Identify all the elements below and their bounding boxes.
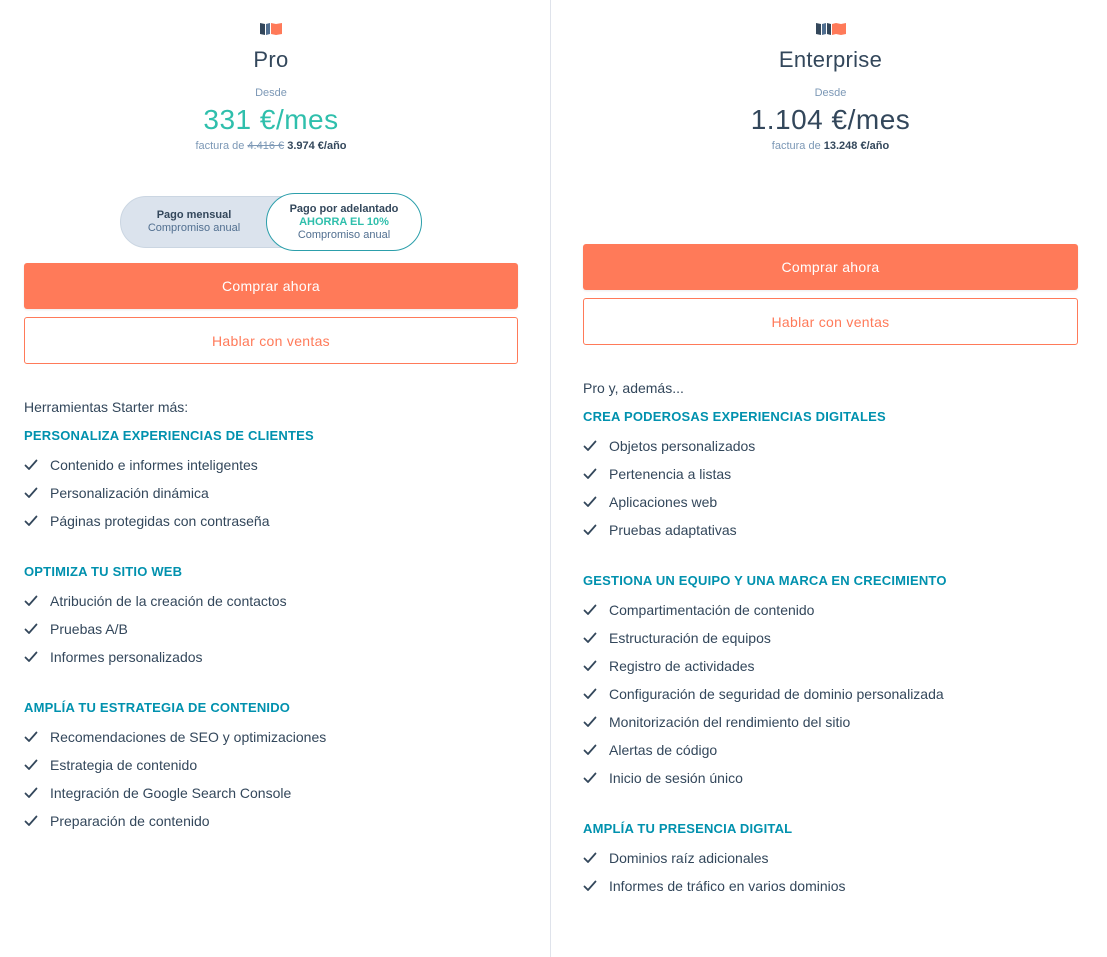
check-icon [24,814,38,828]
feature-section [24,699,518,835]
feature-section [24,563,518,671]
feature-item [24,507,518,535]
features-intro: Herramientas Starter más: [24,399,189,415]
feature-list [24,451,518,535]
feature-section [583,408,1078,544]
feature-item [24,479,518,507]
billing-new-price: 3.974 €/año [287,140,347,152]
billing-info [583,138,1078,154]
feature-item [24,587,518,615]
check-icon [24,622,38,636]
from-label: Desde [814,87,847,99]
feature-item [24,807,518,835]
plan-actions [583,244,1078,345]
monthly-title: Pago mensual [156,209,232,221]
feature-item [583,596,1078,624]
feature-section-title: CREA PODEROSAS EXPERIENCIAS DIGITALES [583,409,886,424]
plan-price: 1.104 €/mes [750,104,911,135]
check-icon [583,631,597,645]
feature-section [24,427,518,535]
check-icon [583,659,597,673]
check-icon [583,439,597,453]
feature-list [583,596,1078,792]
monthly-subtitle: Compromiso anual [147,222,241,234]
feature-item [583,488,1078,516]
billing-info [24,138,518,154]
feature-label: Informes personalizados [50,649,203,665]
plan-enterprise [550,0,1107,957]
feature-label: Pertenencia a listas [609,466,732,482]
check-icon [24,514,38,528]
feature-item [583,736,1078,764]
feature-label: Integración de Google Search Console [50,785,292,801]
plan-header [583,22,1078,154]
buy-now-button[interactable]: Comprar ahora [24,263,518,309]
feature-item [24,451,518,479]
upfront-title: Pago por adelantado [289,202,399,215]
feature-item [583,708,1078,736]
plan-name: Pro [253,47,289,72]
feature-label: Estructuración de equipos [609,630,771,646]
check-icon [24,486,38,500]
feature-list [583,844,1078,900]
feature-label: Dominios raíz adicionales [609,850,769,866]
feature-label: Aplicaciones web [609,494,718,510]
check-icon [583,467,597,481]
feature-sections [583,408,1078,900]
feature-label: Pruebas A/B [50,621,128,637]
feature-label: Pruebas adaptativas [609,522,737,538]
plan-header [24,22,518,154]
billing-prefix: factura de [195,140,245,152]
feature-item [583,432,1078,460]
check-icon [583,523,597,537]
check-icon [583,603,597,617]
plan-book-icon [24,22,518,38]
feature-sections [24,427,518,835]
check-icon [583,771,597,785]
feature-section [583,572,1078,792]
feature-list [24,587,518,671]
feature-list [24,723,518,835]
billing-toggle [120,193,422,251]
check-icon [583,495,597,509]
buy-now-button[interactable]: Comprar ahora [583,244,1078,290]
feature-item [24,643,518,671]
feature-item [24,779,518,807]
feature-item [583,624,1078,652]
check-icon [583,715,597,729]
feature-item [24,723,518,751]
feature-item [24,615,518,643]
feature-label: Configuración de seguridad de dominio personalizada [609,686,944,702]
feature-list [583,432,1078,544]
check-icon [24,594,38,608]
feature-item [583,652,1078,680]
check-icon [583,743,597,757]
billing-old-price: 4.416 € [247,140,285,152]
feature-item [583,516,1078,544]
billing-new-price: 13.248 €/año [823,140,890,152]
feature-item [583,680,1078,708]
feature-label: Objetos personalizados [609,438,756,454]
feature-section-title: AMPLÍA TU PRESENCIA DIGITAL [583,821,793,836]
feature-label: Informes de tráfico en varios dominios [609,878,846,894]
plan-actions [24,263,518,364]
check-icon [583,879,597,893]
feature-item [583,844,1078,872]
check-icon [24,458,38,472]
feature-item [583,872,1078,900]
upfront-savings: AHORRA EL 10% [299,215,389,228]
plan-book-icon [583,22,1078,38]
check-icon [583,687,597,701]
feature-label: Recomendaciones de SEO y optimizaciones [50,729,327,745]
feature-section-title: OPTIMIZA TU SITIO WEB [24,564,183,579]
talk-to-sales-button[interactable]: Hablar con ventas [583,298,1078,345]
feature-label: Estrategia de contenido [50,757,198,773]
check-icon [24,786,38,800]
feature-label: Monitorización del rendimiento del sitio [609,714,851,730]
from-label: Desde [255,87,287,99]
feature-section-title: PERSONALIZA EXPERIENCIAS DE CLIENTES [24,428,314,443]
feature-item [24,751,518,779]
talk-to-sales-button[interactable]: Hablar con ventas [24,317,518,364]
feature-section [583,820,1078,900]
feature-section-title: GESTIONA UN EQUIPO Y UNA MARCA EN CRECIMIENTO [583,573,947,588]
feature-label: Personalización dinámica [50,485,209,501]
feature-label: Atribución de la creación de contactos [50,593,287,609]
feature-item [583,460,1078,488]
check-icon [583,851,597,865]
feature-label: Inicio de sesión único [609,770,743,786]
feature-label: Registro de actividades [609,658,755,674]
check-icon [24,758,38,772]
feature-section-title: AMPLÍA TU ESTRATEGIA DE CONTENIDO [24,700,291,715]
upfront-subtitle: Compromiso anual [297,228,391,241]
feature-label: Páginas protegidas con contraseña [50,513,270,529]
feature-label: Preparación de contenido [50,813,210,829]
feature-item [583,764,1078,792]
plan-price: 331 €/mes [203,104,339,135]
feature-label: Contenido e informes inteligentes [50,457,258,473]
plan-name: Enterprise [778,47,883,72]
feature-label: Compartimentación de contenido [609,602,815,618]
billing-prefix: factura de [771,140,821,152]
check-icon [24,730,38,744]
check-icon [24,650,38,664]
plan-pro [0,0,550,957]
features-intro: Pro y, además... [583,380,684,396]
upfront-payment-option[interactable] [266,193,422,251]
feature-label: Alertas de código [609,742,718,758]
